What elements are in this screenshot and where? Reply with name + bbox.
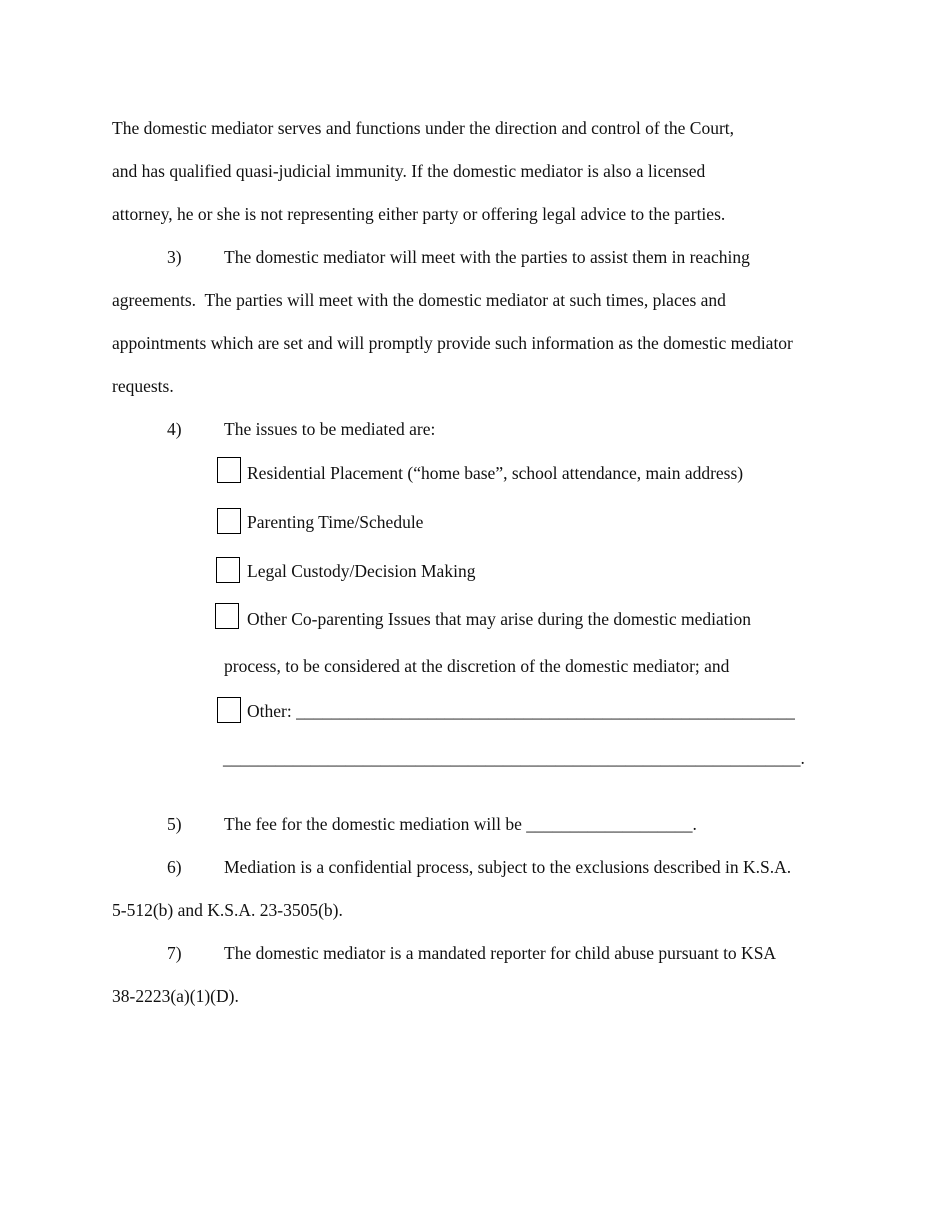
other-coparenting-label-continued: process, to be considered at the discretion of the domestic mediator; and	[224, 656, 730, 676]
other-issue-label[interactable]: Other: _________________________________________________________	[247, 701, 795, 721]
paragraph-3-line-3: appointments which are set and will promptly provide such information as the domestic mediator	[112, 333, 793, 353]
other-coparenting-checkbox[interactable]	[215, 603, 239, 629]
legal-custody-checkbox[interactable]	[216, 557, 240, 583]
paragraph-2-line-1: The domestic mediator serves and functions under the direction and control of the Court,	[112, 118, 735, 138]
paragraph-7-line-2: 38-2223(a)(1)(D).	[112, 986, 239, 1006]
other-issue-checkbox[interactable]	[217, 697, 241, 723]
paragraph-6-number: 6)	[167, 857, 182, 877]
paragraph-2-line-3: attorney, he or she is not representing either party or offering legal advice to the parties.	[112, 204, 726, 224]
paragraph-4-intro: The issues to be mediated are:	[224, 419, 436, 439]
paragraph-3-line-2: agreements. The parties will meet with the domestic mediator at such times, places and	[112, 290, 726, 310]
paragraph-6-line-1: Mediation is a confidential process, subject to the exclusions described in K.S.A.	[224, 857, 792, 877]
paragraph-6-line-2: 5-512(b) and K.S.A. 23-3505(b).	[112, 900, 343, 920]
residential-placement-checkbox[interactable]	[217, 457, 241, 483]
parenting-time-checkbox[interactable]	[217, 508, 241, 534]
paragraph-3-number: 3)	[167, 247, 182, 267]
paragraph-5-number: 5)	[167, 814, 182, 834]
paragraph-4-number: 4)	[167, 419, 182, 439]
paragraph-3-line-4: requests.	[112, 376, 174, 396]
paragraph-2-line-2: and has qualified quasi-judicial immunity. If the domestic mediator is also a licensed	[112, 161, 706, 181]
mediation-fee-text[interactable]: The fee for the domestic mediation will be ___________________.	[224, 814, 697, 834]
paragraph-7-line-1: The domestic mediator is a mandated reporter for child abuse pursuant to KSA	[224, 943, 777, 963]
parenting-time-label: Parenting Time/Schedule	[247, 512, 424, 532]
other-coparenting-label: Other Co-parenting Issues that may arise during the domestic mediation	[247, 609, 751, 629]
paragraph-3-line-1: The domestic mediator will meet with the parties to assist them in reaching	[224, 247, 750, 267]
legal-custody-label: Legal Custody/Decision Making	[247, 561, 476, 581]
paragraph-7-number: 7)	[167, 943, 182, 963]
residential-placement-label: Residential Placement (“home base”, school attendance, main address)	[247, 463, 744, 483]
other-issue-blank-line[interactable]: __________________________________________________________________.	[223, 748, 805, 768]
